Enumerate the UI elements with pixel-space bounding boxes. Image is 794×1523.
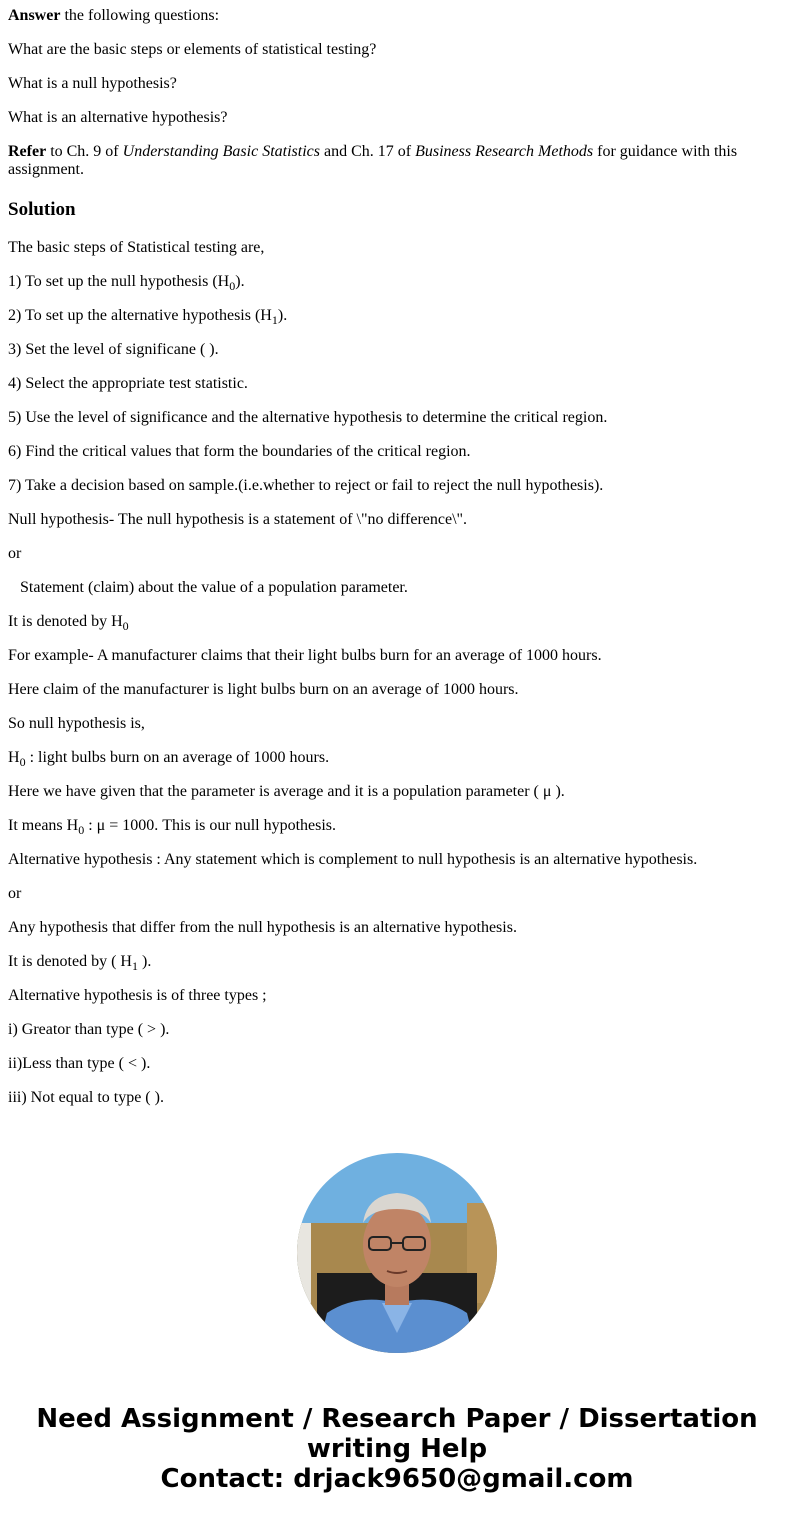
alt-types-intro: Alternative hypothesis is of three types ; xyxy=(8,987,267,1004)
question-3: What is an alternative hypothesis? xyxy=(8,109,228,126)
banner-contact-email: Contact: drjack9650@gmail.com xyxy=(160,1464,634,1494)
banner-line-1: Need Assignment / Research Paper / Dissertation xyxy=(36,1404,758,1434)
question-1: What are the basic steps or elements of statistical testing? xyxy=(8,41,377,58)
document-body xyxy=(8,0,778,1123)
h0-formula: It means $H_0$ : μ = 1000. This is our null hypothesis. xyxy=(8,817,337,837)
step-1: 1) To set up the null hypothesis $(H_0)$. xyxy=(8,273,245,293)
alternative-hypothesis-definition: Alternative hypothesis : Any statement which is complement to null hypothesis is an alternative hypothesis. xyxy=(8,851,698,868)
step-5: 5) Use the level of significance and the alternative hypothesis to determine the critical region. xyxy=(8,409,608,426)
step-6: 6) Find the critical values that form the boundaries of the critical region. xyxy=(8,443,471,460)
alternative-hypothesis-definition-2: Any hypothesis that differ from the null hypothesis is an alternative hypothesis. xyxy=(8,919,517,936)
alt-denoted: It is denoted by ( $H_1$ ). xyxy=(8,953,152,973)
avatar-portrait-image xyxy=(297,1153,497,1353)
avatar xyxy=(297,1153,497,1353)
step-7: 7) Take a decision based on sample.(i.e.whether to reject or fail to reject the null hypothesis). xyxy=(8,477,604,494)
steps-intro: The basic steps of Statistical testing are, xyxy=(8,239,265,256)
banner-line-2: writing Help xyxy=(306,1434,488,1464)
solution-heading: Solution xyxy=(8,199,76,220)
claim-text: Here claim of the manufacturer is light bulbs burn on an average of 1000 hours. xyxy=(8,681,519,698)
so-null-text: So null hypothesis is, xyxy=(8,715,145,732)
parameter-text: Here we have given that the parameter is average and it is a population parameter ( μ ). xyxy=(8,783,565,800)
contact-banner xyxy=(0,1404,794,1494)
or-separator: or xyxy=(8,885,22,902)
alt-type-less: ii)Less than type ( < ). xyxy=(8,1055,151,1072)
alt-type-not-equal: iii) Not equal to type ( ). xyxy=(8,1089,164,1106)
null-denoted: It is denoted by $H_0$ xyxy=(8,613,129,633)
or-separator: or xyxy=(8,545,22,562)
question-2: What is a null hypothesis? xyxy=(8,75,177,92)
alt-type-greater: i) Greator than type ( > ). xyxy=(8,1021,170,1038)
step-2: 2) To set up the alternative hypothesis $(H_1)$. xyxy=(8,307,288,327)
h0-statement: $H_0$ : light bulbs burn on an average of 1000 hours. xyxy=(8,749,330,769)
null-hypothesis-definition: Null hypothesis- The null hypothesis is a statement of \"no difference\". xyxy=(8,511,468,528)
step-3: 3) Set the level of significane ( ). xyxy=(8,341,219,358)
example-text: For example- A manufacturer claims that their light bulbs burn for an average of 1000 hours. xyxy=(8,647,602,664)
question-intro: Answer the following questions: xyxy=(8,7,220,24)
null-hypothesis-claim: Statement (claim) about the value of a population parameter. xyxy=(20,579,408,596)
refer-note: Refer to Ch. 9 of Understanding Basic Statistics and Ch. 17 of Business Research Methods for guidance with this assignment. xyxy=(8,143,738,178)
step-4: 4) Select the appropriate test statistic. xyxy=(8,375,248,392)
